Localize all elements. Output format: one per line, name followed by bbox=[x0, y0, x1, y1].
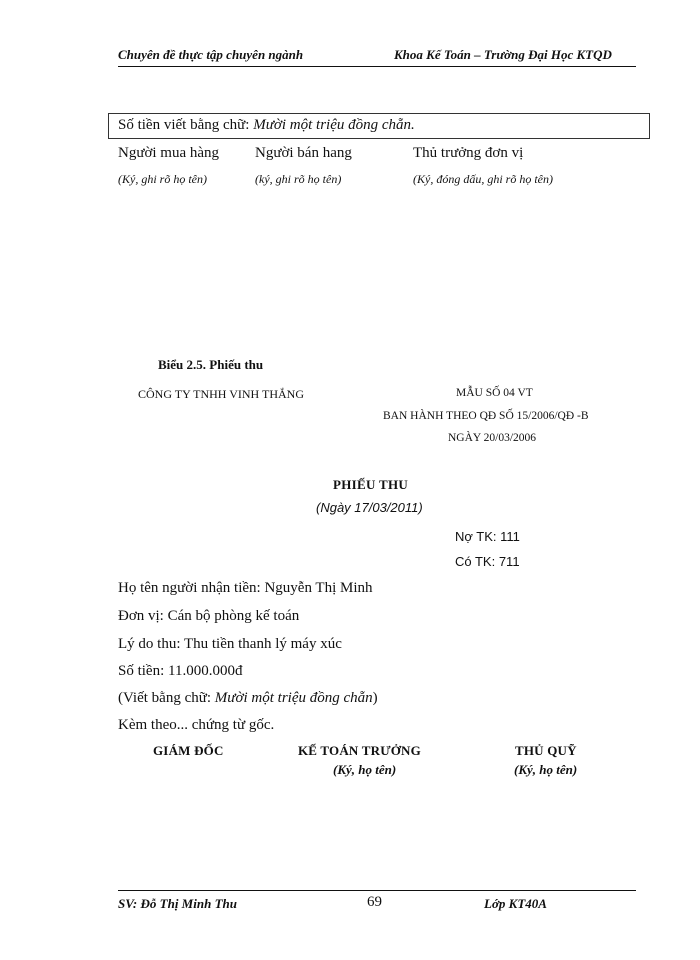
seller-signature-title: Người bán hang bbox=[255, 145, 352, 161]
amount-words-value: Mười một triệu đồng chẵn. bbox=[253, 117, 415, 133]
form-date: NGÀY 20/03/2006 bbox=[448, 432, 537, 444]
credit-account: Có TK: 711 bbox=[455, 554, 520, 569]
head-signature-title: Thủ trưởng đơn vị bbox=[413, 145, 524, 161]
cashier-signature-title: THỦ QUỸ bbox=[515, 743, 577, 758]
buyer-signature-title: Người mua hàng bbox=[118, 145, 220, 161]
page-number: 69 bbox=[367, 894, 382, 910]
amount-field: Số tiền: 11.000.000đ bbox=[118, 663, 243, 679]
company-name: CÔNG TY TNHH VINH THẮNG bbox=[138, 387, 305, 401]
footer-class: Lớp KT40A bbox=[484, 896, 547, 911]
chief-accountant-signature-title: KẾ TOÁN TRƯỞNG bbox=[298, 743, 421, 758]
unit-field: Đơn vị: Cán bộ phòng kế toán bbox=[118, 608, 300, 624]
form-decision: BAN HÀNH THEO QĐ SỐ 15/2006/QĐ -B bbox=[383, 410, 589, 422]
debit-account: Nợ TK: 111 bbox=[455, 529, 520, 544]
attached-field: Kèm theo... chứng từ gốc. bbox=[118, 717, 275, 733]
director-signature-title: GIÁM ĐỐC bbox=[153, 743, 224, 758]
seller-signature-note: (ký, ghi rõ họ tên) bbox=[255, 172, 342, 186]
receiver-field: Họ tên người nhận tiền: Nguyễn Thị Minh bbox=[118, 580, 373, 596]
amount-words-line bbox=[118, 117, 415, 134]
buyer-signature-note: (Ký, ghi rõ họ tên) bbox=[118, 172, 207, 186]
form-number: MẪU SỐ 04 VT bbox=[456, 387, 533, 399]
footer-student: SV: Đỗ Thị Minh Thu bbox=[118, 896, 237, 911]
header-right: Khoa Kế Toán – Trường Đại Học KTQD bbox=[394, 47, 612, 62]
cashier-signature-note: (Ký, họ tên) bbox=[514, 762, 578, 777]
words-suffix: ) bbox=[372, 690, 378, 706]
head-signature-note: (Ký, đóng dấu, ghi rõ họ tên) bbox=[413, 172, 553, 186]
amount-words-field bbox=[118, 690, 378, 707]
chief-accountant-signature-note: (Ký, họ tên) bbox=[333, 762, 397, 777]
words-prefix: (Viết bằng chữ: bbox=[118, 690, 215, 706]
footer-divider bbox=[118, 890, 636, 891]
header-left: Chuyên đề thực tập chuyên ngành bbox=[118, 47, 304, 62]
amount-words-label: Số tiền viết bằng chữ: bbox=[118, 117, 254, 133]
header-divider bbox=[118, 66, 636, 67]
receipt-date: (Ngày 17/03/2011) bbox=[316, 500, 423, 515]
reason-field: Lý do thu: Thu tiền thanh lý máy xúc bbox=[118, 636, 342, 652]
receipt-title: PHIẾU THU bbox=[333, 477, 409, 492]
words-value: Mười một triệu đồng chẵn bbox=[214, 690, 373, 706]
section-title: Biểu 2.5. Phiếu thu bbox=[158, 357, 264, 372]
